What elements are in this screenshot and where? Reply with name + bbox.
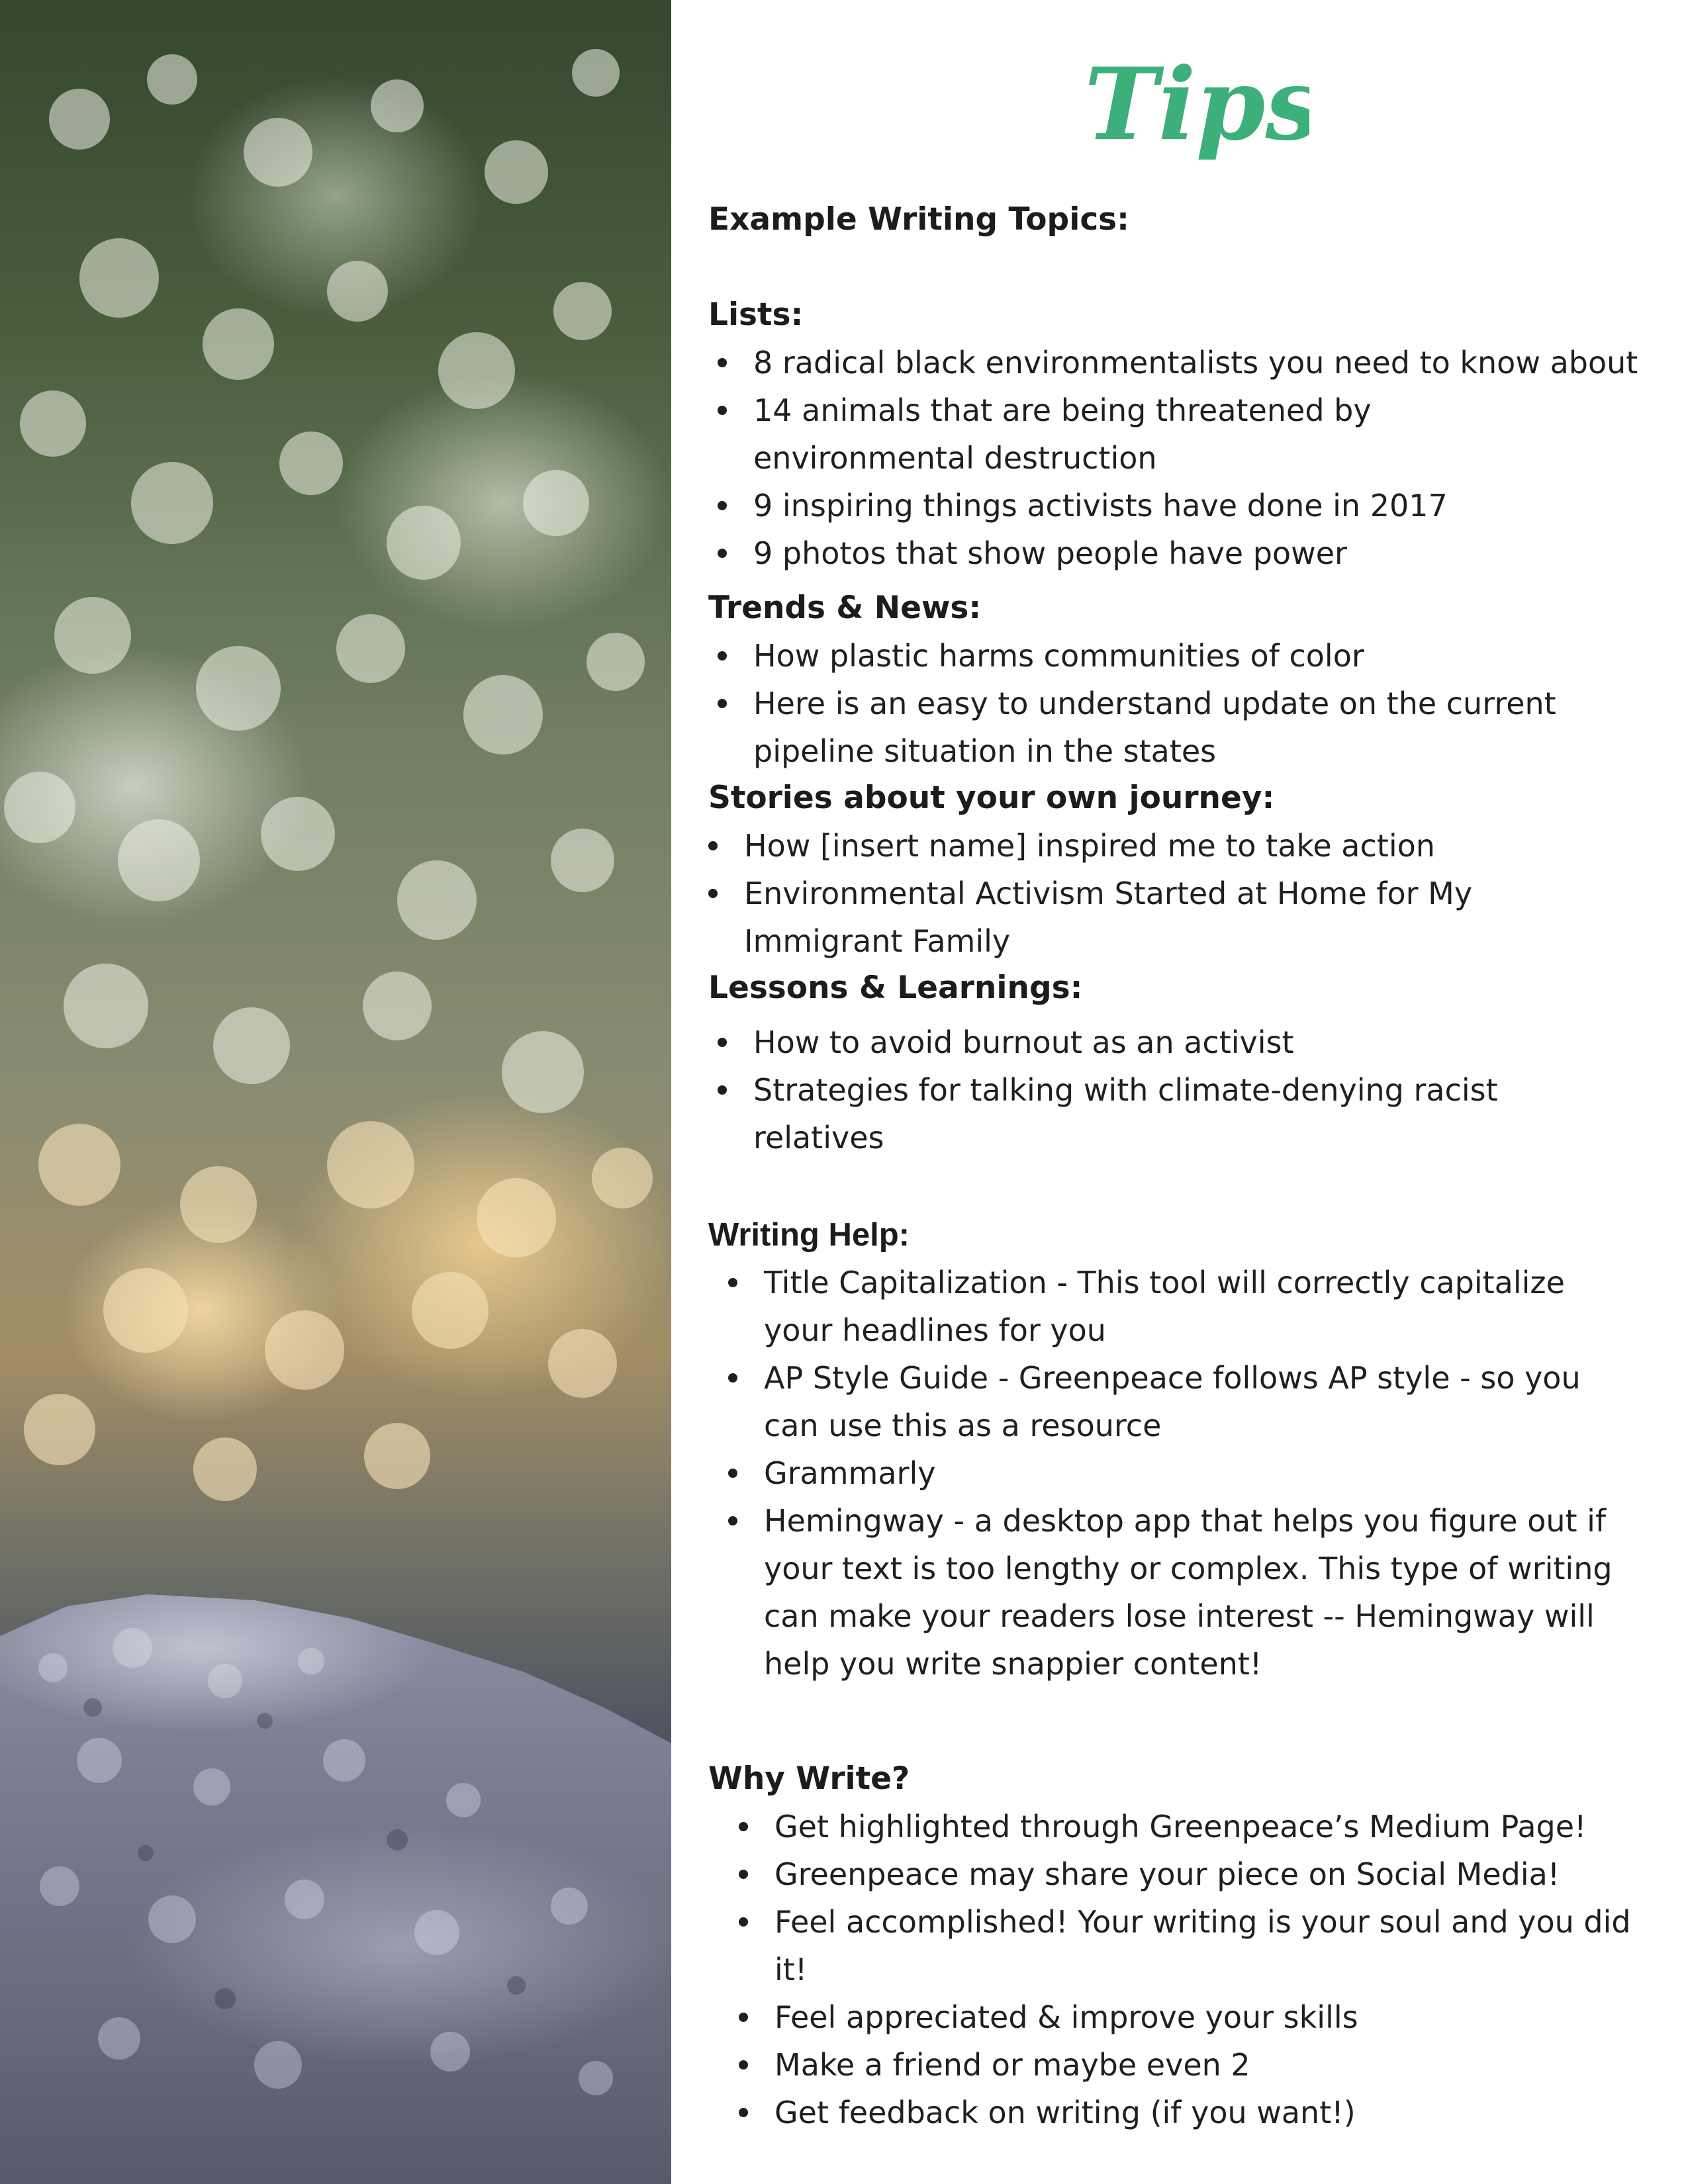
bullet-icon bbox=[708, 889, 718, 898]
tips-title bbox=[1084, 26, 1309, 185]
lessons-section bbox=[708, 964, 1655, 1161]
tips-title-script bbox=[1084, 26, 1309, 185]
list-item: Here is an easy to understand update on the current pipeline situation in the states bbox=[718, 680, 1601, 775]
list-item: AP Style Guide - Greenpeace follows AP style - so you can use this as a resource bbox=[728, 1354, 1618, 1449]
lists-heading: Lists: bbox=[708, 296, 804, 333]
list-item: 14 animals that are being threatened by environmental destruction bbox=[718, 387, 1601, 482]
example-topics-section bbox=[708, 196, 1655, 244]
bullet-icon bbox=[739, 2060, 748, 2070]
writing-help-heading: Writing Help: bbox=[708, 1217, 910, 1253]
stories-section bbox=[708, 774, 1655, 965]
bullet-icon bbox=[728, 1516, 737, 1525]
list-item: Grammarly bbox=[728, 1449, 1655, 1497]
bullet-icon bbox=[728, 1278, 737, 1287]
list-item: How to avoid burnout as an activist bbox=[718, 1019, 1655, 1066]
list-item: 9 inspiring things activists have done in 2017 bbox=[718, 482, 1655, 529]
list-item: Environmental Activism Started at Home for My Immigrant Family bbox=[708, 870, 1525, 965]
list-item: Greenpeace may share your piece on Social Media! bbox=[739, 1850, 1655, 1898]
trends-section bbox=[708, 584, 1655, 775]
bullet-icon bbox=[718, 406, 727, 415]
bullet-icon bbox=[739, 2108, 748, 2117]
bullet-icon bbox=[739, 1822, 748, 1831]
lessons-heading: Lessons & Learnings: bbox=[708, 970, 1083, 1006]
trends-heading: Trends & News: bbox=[708, 590, 982, 626]
bullet-icon bbox=[718, 358, 727, 367]
lists-section bbox=[708, 291, 1655, 577]
bullet-icon bbox=[708, 841, 718, 850]
why-write-section bbox=[708, 1755, 1655, 2136]
list-item: Title Capitalization - This tool will correctly capitalize your headlines for you bbox=[728, 1259, 1618, 1354]
svg-text:Tips: Tips bbox=[1084, 46, 1309, 163]
example-topics-heading: Example Writing Topics: bbox=[708, 201, 1129, 238]
list-item: Get feedback on writing (if you want!) bbox=[739, 2089, 1655, 2136]
forest-bokeh-photo bbox=[0, 0, 671, 2184]
list-item: Feel accomplished! Your writing is your soul and you did it! bbox=[739, 1898, 1642, 1993]
list-item: Feel appreciated & improve your skills bbox=[739, 1993, 1655, 2041]
tips-content bbox=[708, 0, 1655, 2184]
stories-heading: Stories about your own journey: bbox=[708, 780, 1275, 816]
bullet-icon bbox=[728, 1469, 737, 1478]
bullet-icon bbox=[739, 1870, 748, 1879]
bullet-icon bbox=[739, 2013, 748, 2022]
bullet-icon bbox=[718, 699, 727, 708]
list-item: How plastic harms communities of color bbox=[718, 632, 1655, 680]
writing-help-section bbox=[708, 1211, 1655, 1688]
bullet-icon bbox=[718, 1038, 727, 1047]
bullet-icon bbox=[718, 1085, 727, 1095]
list-item: 9 photos that show people have power bbox=[718, 529, 1655, 577]
bullet-icon bbox=[718, 501, 727, 510]
bullet-icon bbox=[728, 1373, 737, 1383]
bullet-icon bbox=[718, 549, 727, 558]
list-item: Get highlighted through Greenpeace’s Medium Page! bbox=[739, 1803, 1655, 1850]
list-item: Make a friend or maybe even 2 bbox=[739, 2041, 1655, 2089]
list-item: 8 radical black environmentalists you need to know about bbox=[718, 339, 1655, 387]
why-write-heading: Why Write? bbox=[708, 1760, 910, 1797]
bullet-icon bbox=[718, 651, 727, 660]
list-item: Hemingway - a desktop app that helps you figure out if your text is too lengthy or complex. This type of writing can make your readers lose interest -- Hemingway will help you write snappier content! bbox=[728, 1497, 1664, 1688]
bullet-icon bbox=[739, 1917, 748, 1927]
list-item: Strategies for talking with climate-denying racist relatives bbox=[718, 1066, 1534, 1161]
list-item: How [insert name] inspired me to take action bbox=[708, 822, 1655, 870]
